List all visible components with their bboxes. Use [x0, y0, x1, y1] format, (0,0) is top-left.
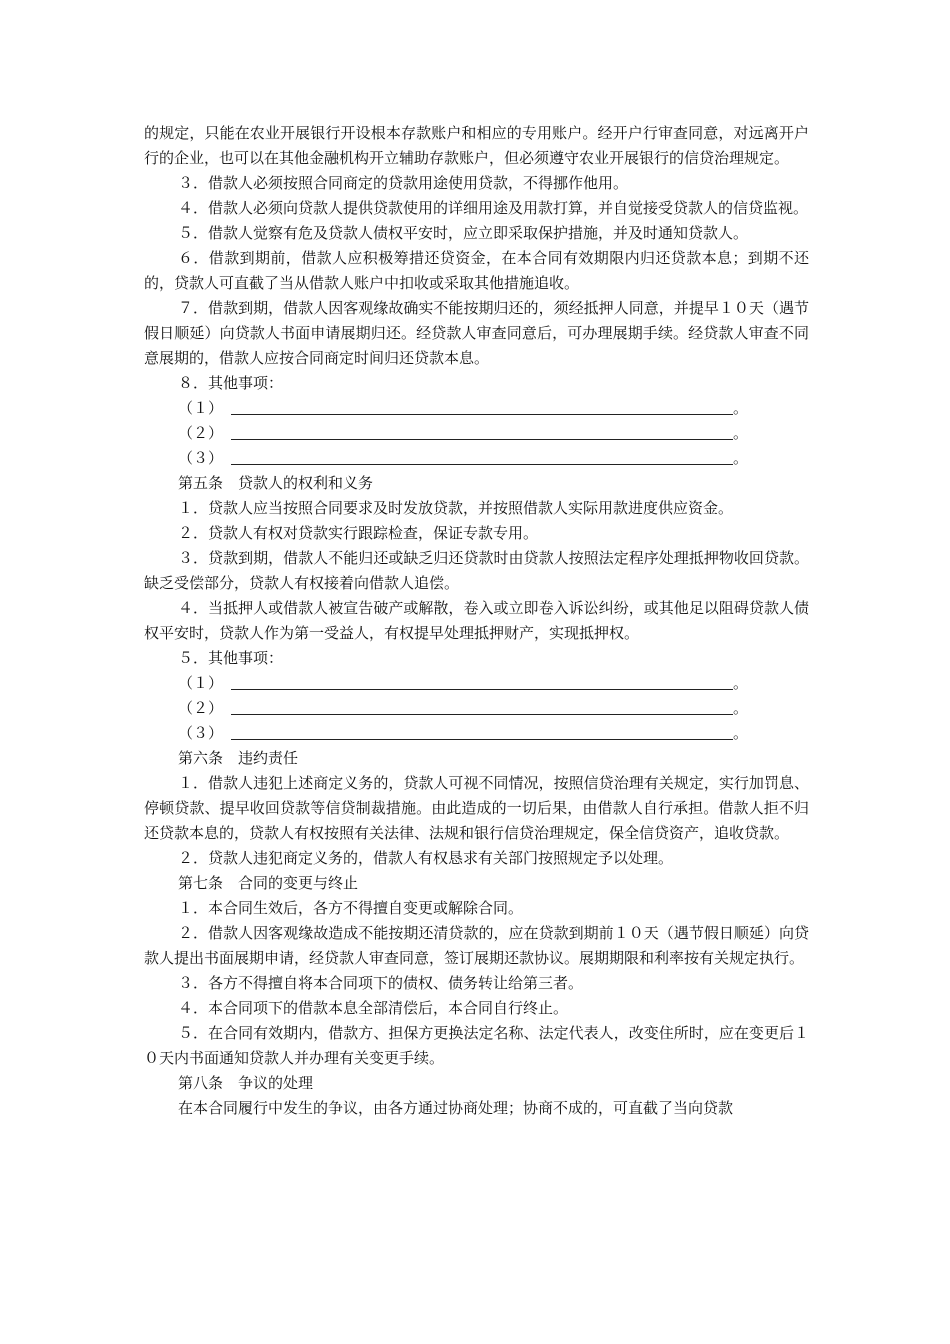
blank-end-mark: 。	[733, 674, 749, 692]
contract-paragraph: ５．借款人觉察有危及贷款人债权平安时，应立即采取保护措施，并及时通知贷款人。	[178, 224, 749, 242]
blank-label: （１）	[178, 399, 224, 417]
contract-paragraph: ３．借款人必须按照合同商定的贷款用途使用贷款，不得挪作他用。	[178, 174, 629, 192]
contract-paragraph: １．本合同生效后，各方不得擅自变更或解除合同。	[178, 899, 524, 917]
contract-paragraph: ８．其他事项：	[178, 374, 284, 392]
contract-paragraph: ２．贷款人违犯商定义务的，借款人有权恳求有关部门按照规定予以处理。	[178, 849, 674, 867]
blank-end-mark: 。	[733, 449, 749, 467]
contract-paragraph: 在本合同履行中发生的争议，由各方通过协商处理；协商不成的，可直截了当向贷款	[178, 1099, 734, 1117]
fill-in-blank-line[interactable]	[144, 721, 809, 746]
blank-label: （２）	[178, 699, 224, 717]
blank-end-mark: 。	[733, 699, 749, 717]
blank-label: （１）	[178, 674, 224, 692]
contract-paragraph: ５．在合同有效期内，借款方、担保方更换法定名称、法定代表人，改变住所时，应在变更后１０天内书面通知贷款人并办理有关变更手续。	[144, 1024, 809, 1067]
contract-paragraph: １．贷款人应当按照合同要求及时发放贷款，并按照借款人实际用款进度供应资金。	[178, 499, 734, 517]
blank-end-mark: 。	[733, 724, 749, 742]
blank-underline[interactable]	[231, 448, 733, 465]
fill-in-blank-line[interactable]	[144, 446, 809, 471]
fill-in-blank-line[interactable]	[144, 396, 809, 421]
contract-paragraph: 第六条 违约责任	[178, 749, 299, 767]
fill-in-blank-line[interactable]	[144, 696, 809, 721]
blank-underline[interactable]	[231, 723, 733, 740]
blank-label: （２）	[178, 424, 224, 442]
blank-end-mark: 。	[733, 424, 749, 442]
contract-paragraph: ４．借款人必须向贷款人提供贷款使用的详细用途及用款打算，并自觉接受贷款人的信贷监视。	[178, 199, 809, 217]
contract-paragraph: ４．本合同项下的借款本息全部清偿后，本合同自行终止。	[178, 999, 569, 1017]
fill-in-blank-line[interactable]	[144, 671, 809, 696]
contract-paragraph: 的规定，只能在农业开展银行开设根本存款账户和相应的专用账户。经开户行审查同意，对远离开户行的企业，也可以在其他金融机构开立辅助存款账户，但必须遵守农业开展银行的信贷治理规定。	[144, 124, 809, 167]
contract-paragraph: ６．借款到期前，借款人应积极筹措还贷资金，在本合同有效期限内归还贷款本息；到期不还的，贷款人可直截了当从借款人账户中扣收或采取其他措施追收。	[144, 249, 809, 292]
contract-paragraph: １．借款人违犯上述商定义务的，贷款人可视不同情况，按照信贷治理有关规定，实行加罚息、停顿贷款、提早收回贷款等信贷制裁措施。由此造成的一切后果，由借款人自行承担。借款人拒不归还贷款本息的，贷款人有权按照有关法律、法规和银行信贷治理规定，保全信贷资产，追收贷款。	[144, 774, 809, 842]
contract-paragraph: ７．借款到期，借款人因客观缘故确实不能按期归还的，须经抵押人同意，并提早１０天（遇节假日顺延）向贷款人书面申请展期归还。经贷款人审查同意后，可办理展期手续。经贷款人审查不同意展期的，借款人应按合同商定时间归还贷款本息。	[144, 299, 809, 367]
contract-paragraph: 第五条 贷款人的权利和义务	[178, 474, 374, 492]
contract-paragraph: ５．其他事项：	[178, 649, 284, 667]
contract-paragraph: ２．贷款人有权对贷款实行跟踪检查，保证专款专用。	[178, 524, 539, 542]
contract-paragraph: ４．当抵押人或借款人被宣告破产或解散，卷入或立即卷入诉讼纠纷，或其他足以阻碍贷款人债权平安时，贷款人作为第一受益人，有权提早处理抵押财产，实现抵押权。	[144, 599, 809, 642]
blank-underline[interactable]	[231, 698, 733, 715]
contract-paragraph: ３．各方不得擅自将本合同项下的债权、债务转让给第三者。	[178, 974, 584, 992]
contract-paragraph: 第八条 争议的处理	[178, 1074, 314, 1092]
contract-paragraph: 第七条 合同的变更与终止	[178, 874, 359, 892]
blank-underline[interactable]	[231, 423, 733, 440]
fill-in-blank-line[interactable]	[144, 421, 809, 446]
contract-paragraph: ３．贷款到期，借款人不能归还或缺乏归还贷款时由贷款人按照法定程序处理抵押物收回贷款。缺乏受偿部分，贷款人有权接着向借款人追偿。	[144, 549, 809, 592]
blank-underline[interactable]	[231, 398, 733, 415]
blank-label: （３）	[178, 449, 224, 467]
contract-paragraph: ２．借款人因客观缘故造成不能按期还清贷款的，应在贷款到期前１０天（遇节假日顺延）向贷款人提出书面展期申请，经贷款人审查同意，签订展期还款协议。展期期限和利率按有关规定执行。	[144, 924, 809, 967]
blank-underline[interactable]	[231, 673, 733, 690]
blank-label: （３）	[178, 724, 224, 742]
blank-end-mark: 。	[733, 399, 749, 417]
document-page	[144, 121, 809, 1121]
